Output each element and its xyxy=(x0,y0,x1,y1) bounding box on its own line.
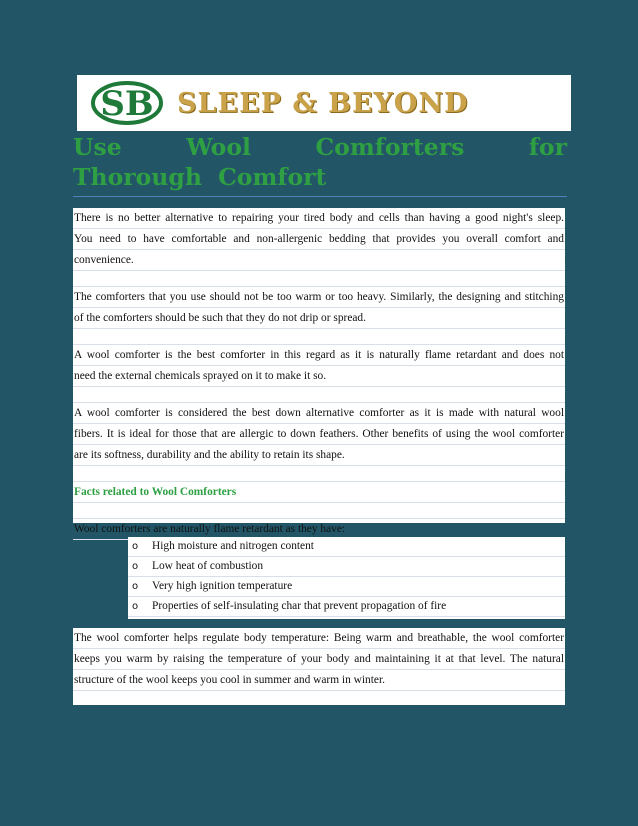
para4-line: fibers. It is ideal for those that are allergic to down feathers. Other benefits of using the wool comforter xyxy=(73,424,565,445)
facts-heading: Facts related to Wool Comforters xyxy=(73,482,565,503)
logo-brand-text: SLEEP & BEYOND xyxy=(177,87,469,119)
para4-line: A wool comforter is considered the best down alternative comforter as it is made with natural wool xyxy=(73,403,565,424)
list-item xyxy=(128,557,565,577)
para4-line: are its softness, durability and the ability to retain its shape. xyxy=(73,445,565,466)
paragraph-gap xyxy=(73,387,565,403)
list-item-text: Low heat of combustion xyxy=(152,560,264,572)
para5-line: structure of the wool keeps you cool in summer and warm in winter. xyxy=(73,670,565,691)
para3-line: need the external chemicals sprayed on it to make it so. xyxy=(73,366,565,387)
list-item-text: Properties of self-insulating char that prevent propagation of fire xyxy=(152,600,447,612)
paragraph-gap xyxy=(73,503,565,519)
para2-line: The comforters that you use should not be too warm or too heavy. Similarly, the designing and stitching xyxy=(73,287,565,308)
paragraph-gap xyxy=(73,271,565,287)
paragraph-gap xyxy=(73,329,565,345)
logo-monogram xyxy=(77,75,167,131)
bullet-icon: o xyxy=(132,601,139,612)
list-item xyxy=(128,597,565,617)
facts-intro: Wool comforters are naturally flame retardant as they have: xyxy=(73,519,565,540)
page-title: Use Wool Comforters for Thorough Comfort xyxy=(73,133,567,191)
list-item xyxy=(128,537,565,557)
para5-line: The wool comforter helps regulate body temperature: Being warm and breathable, the wool comforter xyxy=(73,628,565,649)
logo-monogram-text: SB xyxy=(100,84,154,124)
title-block xyxy=(73,132,567,197)
para3-line: A wool comforter is the best comforter in this regard as it is naturally flame retardant and does not xyxy=(73,345,565,366)
bullet-icon: o xyxy=(132,561,139,572)
content-box-closing xyxy=(73,628,565,705)
content-box-main xyxy=(73,208,565,535)
list-item-text: Very high ignition temperature xyxy=(152,580,293,592)
brand-logo xyxy=(77,75,571,131)
list-item-text: High moisture and nitrogen content xyxy=(152,540,314,552)
list-item xyxy=(128,577,565,597)
para1-line: There is no better alternative to repairing your tired body and cells than having a good night's sleep. xyxy=(73,208,565,229)
para1-line: You need to have comfortable and non-allergenic bedding that provides you overall comfort and xyxy=(73,229,565,250)
paragraph-gap xyxy=(73,466,565,482)
para1-line: convenience. xyxy=(73,250,565,271)
bullet-icon: o xyxy=(132,581,139,592)
bullet-list xyxy=(128,537,565,619)
para2-line: of the comforters should be such that they do not drip or spread. xyxy=(73,308,565,329)
bullet-icon: o xyxy=(132,541,139,552)
para5-line: keeps you warm by raising the temperature of your body and maintaining it at that level. The natural xyxy=(73,649,565,670)
